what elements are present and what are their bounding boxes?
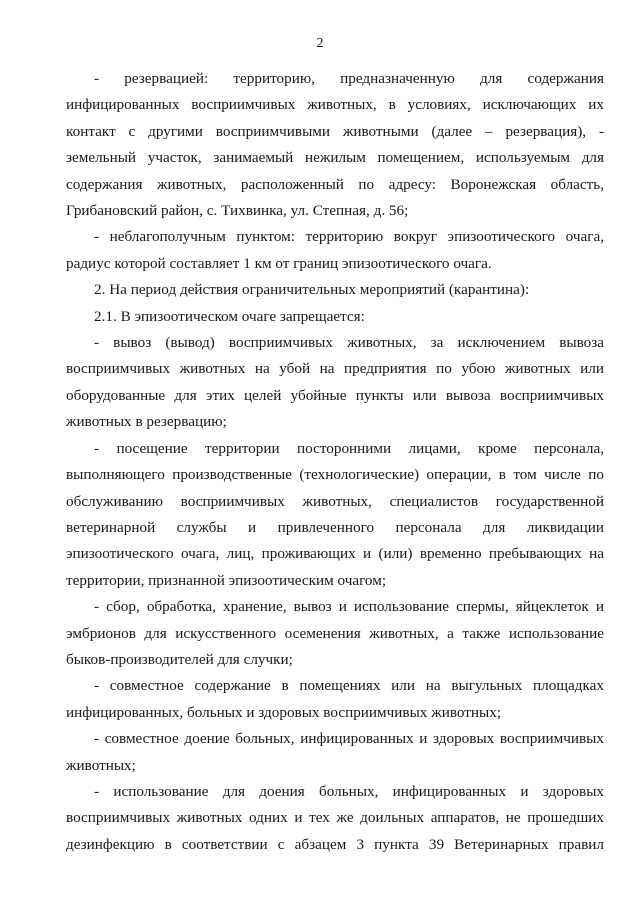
paragraph-section-2-1-heading: 2.1. В эпизоотическом очаге запрещается: — [94, 307, 365, 325]
paragraph-ban-semen-collection: - сбор, обработка, хранение, вывоз и использование спермы, яйцеклеток и эмбрионов для искусственного осеменения животных, а также использование быков-производителей для случки; — [66, 598, 604, 668]
page-number: 2 — [316, 36, 324, 51]
document-body — [66, 66, 604, 858]
paragraph-reservation-definition: - резервацией: территорию, предназначенную для содержания инфицированных восприимчивых животных, в условиях, исключающих их контакт с другими восприимчивыми животными (далее – резервация), - земельный участок, занимаемый нежилым помещением, используемым для содержания животных, расположенный по адресу: Воронежская область, Грибановский район, с. Тихвинка, ул. Степная, д. 56; — [66, 70, 604, 220]
paragraph-unfavorable-point-definition: - неблагополучным пунктом: территорию вокруг эпизоотического очага, радиус которой составляет 1 км от границ эпизоотического очага. — [66, 228, 604, 272]
paragraph-section-2-heading: 2. На период действия ограничительных мероприятий (карантина): — [94, 281, 530, 299]
paragraph-ban-joint-keeping: - совместное содержание в помещениях или на выгульных площадках инфицированных, больных и здоровых восприимчивых животных; — [66, 677, 604, 721]
paragraph-ban-joint-milking: - совместное доение больных, инфицированных и здоровых восприимчивых животных; — [66, 730, 604, 774]
paragraph-ban-animal-export: - вывоз (вывод) восприимчивых животных, за исключением вывоза восприимчивых животных на убой на предприятия по убою животных или оборудованные для этих целей убойные пункты или вывоза восприимчивых животных в резервацию; — [66, 334, 604, 431]
paragraph-ban-visits: - посещение территории посторонними лицами, кроме персонала, выполняющего производственные (технологические) операции, в том числе по обслуживанию восприимчивых животных, специалистов государственной ветеринарной службы и привлеченного персонала для ликвидации эпизоотического очага, лиц, проживающих и (или) временно пребывающих на территории, признанной эпизоотическим очагом; — [66, 439, 604, 589]
paragraph-ban-shared-milking-machines: - использование для доения больных, инфицированных и здоровых восприимчивых животных одних и тех же доильных аппаратов, не прошедших дезинфекцию в соответствии с абзацем 3 пункта 39 Ветеринарных правил — [66, 782, 604, 853]
